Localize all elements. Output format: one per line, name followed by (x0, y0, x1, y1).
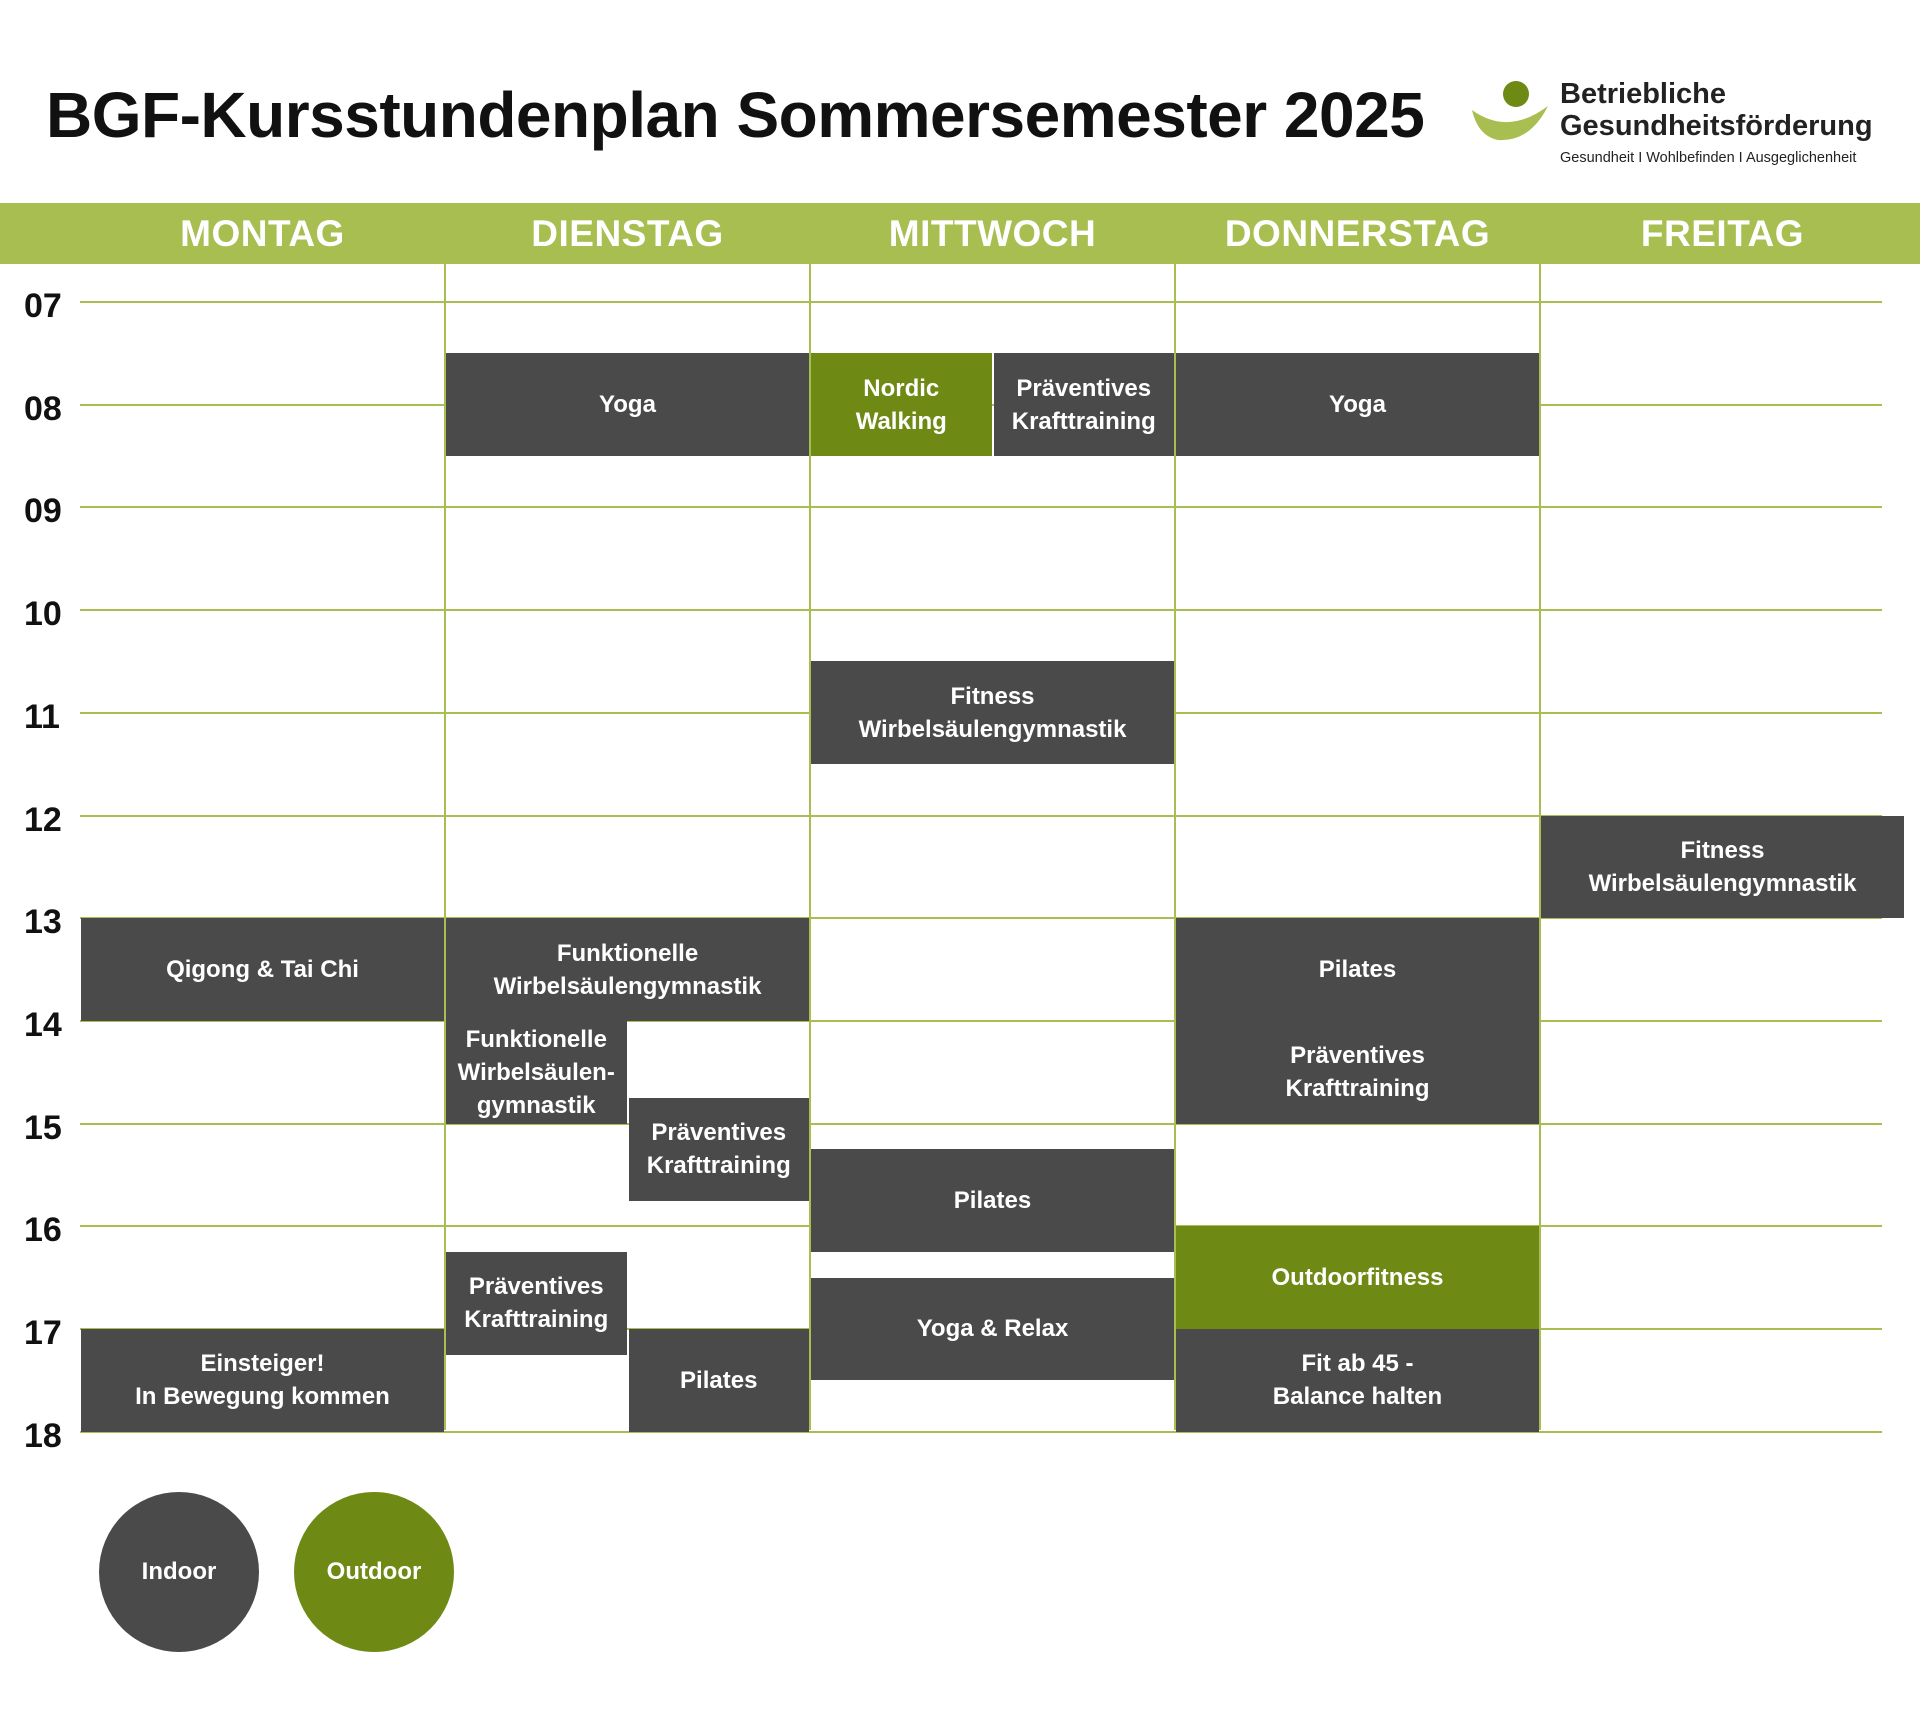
hour-label: 16 (24, 1211, 62, 1250)
hour-label: 15 (24, 1108, 62, 1147)
hour-gridline (80, 301, 1882, 303)
course-block: Outdoorfitness (1176, 1226, 1539, 1329)
day-header-monday: MONTAG (180, 213, 345, 254)
course-block: Pilates (811, 1149, 1174, 1252)
course-block: Präventives Krafttraining (994, 353, 1175, 456)
legend-indoor: Indoor (99, 1492, 259, 1652)
hour-gridline (80, 1123, 1882, 1125)
course-block: Qigong & Tai Chi (81, 918, 444, 1021)
course-block: Fitness Wirbelsäulengymnastik (811, 661, 1174, 764)
hour-label: 17 (24, 1314, 62, 1352)
logo-line-1: Betriebliche (1560, 78, 1726, 110)
hour-label: 09 (24, 492, 62, 531)
course-block: Einsteiger! In Bewegung kommen (81, 1329, 444, 1432)
hour-label: 12 (24, 800, 62, 839)
hour-label: 11 (24, 697, 60, 736)
legend-outdoor: Outdoor (294, 1492, 454, 1652)
logo-line-2: Gesundheitsförderung (1560, 110, 1873, 142)
hour-gridline (80, 609, 1882, 611)
day-header-friday: FREITAG (1640, 213, 1805, 254)
course-block: Präventives Krafttraining (629, 1098, 810, 1201)
course-block: Funktionelle Wirbelsäulen- gymnastik (446, 1021, 627, 1124)
course-block: Yoga (446, 353, 809, 456)
page-title: BGF-Kursstundenplan Sommersemester 2025 (46, 79, 1425, 151)
course-block: Nordic Walking (811, 353, 992, 456)
course-block: Präventives Krafttraining (1176, 1021, 1539, 1124)
day-header-tuesday: DIENSTAG (531, 213, 724, 254)
course-block: Funktionelle Wirbelsäulengymnastik (446, 918, 809, 1021)
hour-gridline (80, 506, 1882, 508)
bgf-logo (1470, 74, 1890, 184)
weekday-header (0, 203, 1920, 264)
day-header-thursday: DONNERSTAG (1224, 213, 1491, 254)
hour-label: 13 (24, 903, 62, 942)
course-block: Yoga (1176, 353, 1539, 456)
hour-label: 14 (24, 1005, 62, 1044)
hour-label: 10 (24, 595, 62, 634)
hour-label: 07 (24, 287, 62, 325)
day-header-wednesday: MITTWOCH (888, 213, 1097, 254)
course-block: Pilates (1176, 918, 1539, 1021)
course-block: Pilates (629, 1329, 810, 1432)
course-block: Yoga & Relax (811, 1278, 1174, 1381)
course-block: Fit ab 45 - Balance halten (1176, 1329, 1539, 1432)
bgf-logo-icon (1470, 74, 1550, 144)
course-block: Fitness Wirbelsäulengymnastik (1541, 816, 1904, 919)
logo-tagline: Gesundheit I Wohlbefinden I Ausgeglichenheit (1560, 150, 1857, 166)
hour-label: 18 (24, 1416, 62, 1455)
hour-label: 08 (24, 389, 62, 428)
course-block: Präventives Krafttraining (446, 1252, 627, 1355)
